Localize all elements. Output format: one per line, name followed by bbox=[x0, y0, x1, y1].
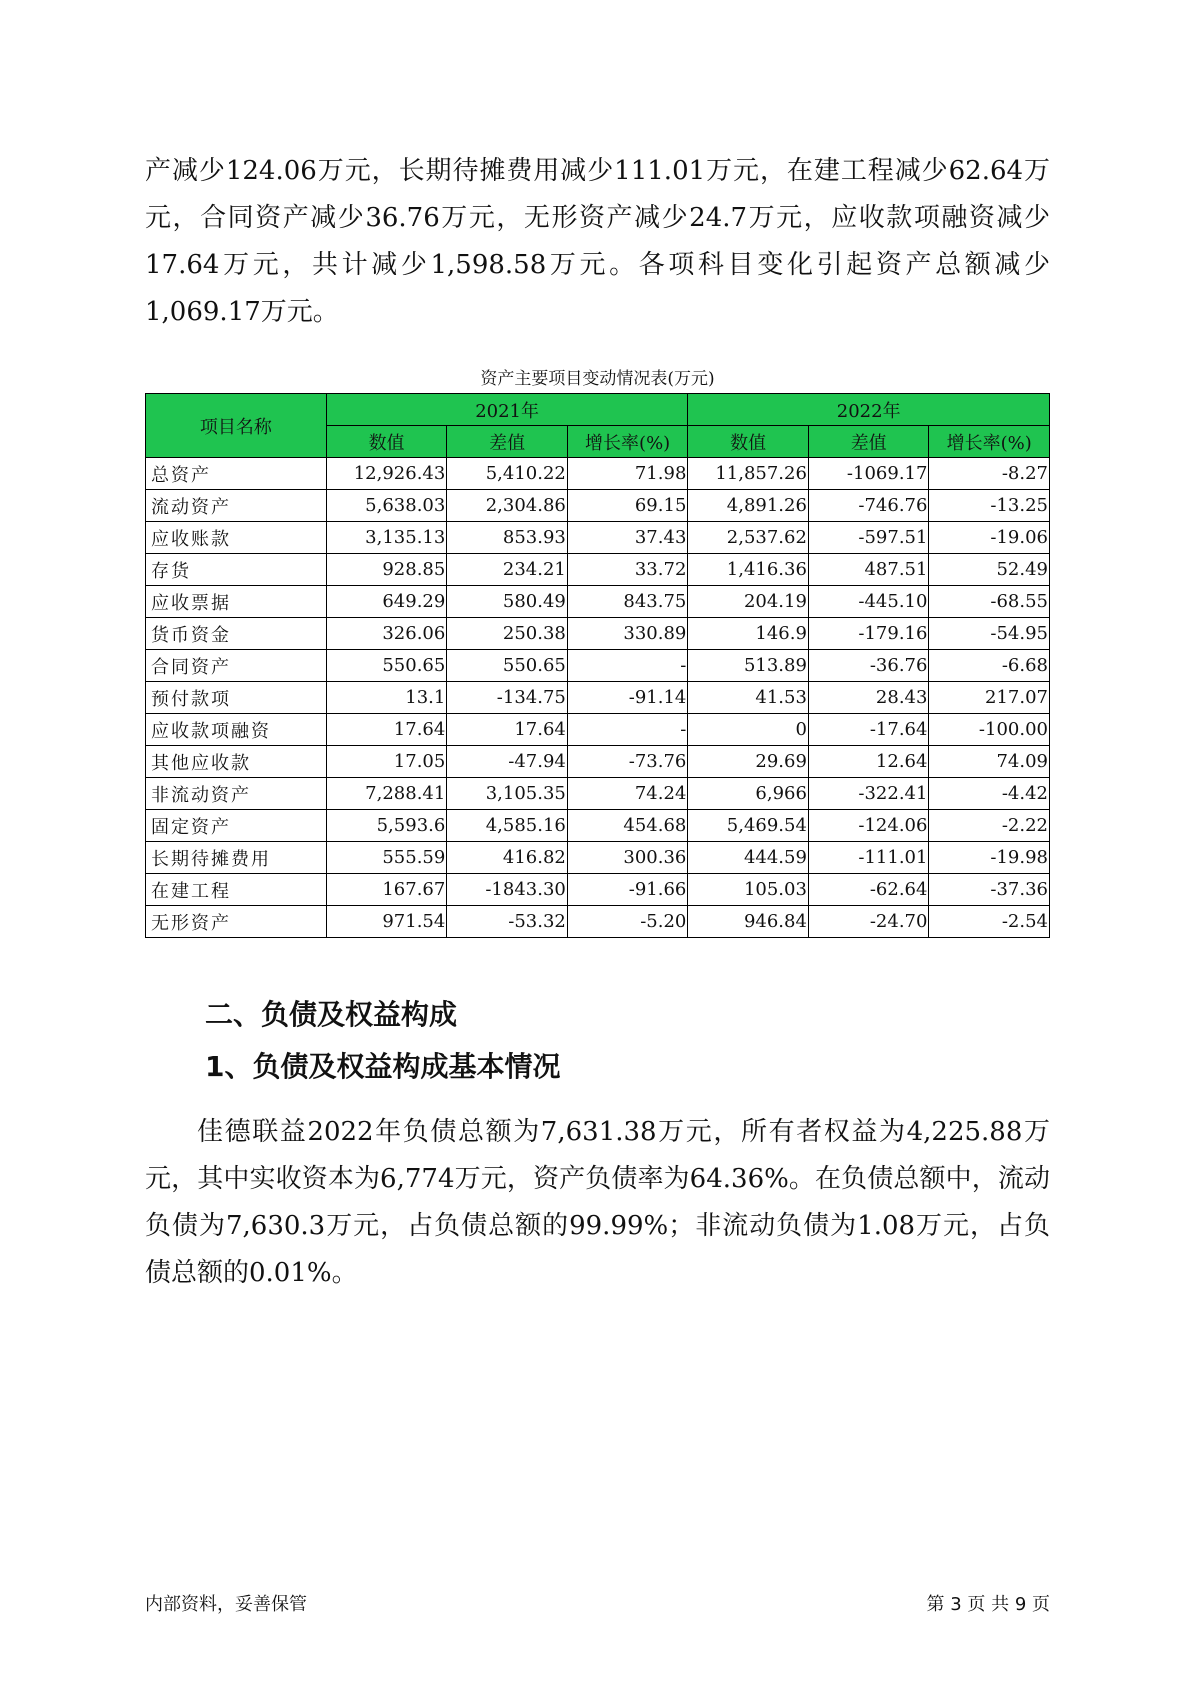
row-value-cell: -124.06 bbox=[808, 810, 929, 842]
row-value-cell: 513.89 bbox=[688, 650, 809, 682]
row-value-cell: -111.01 bbox=[808, 842, 929, 874]
footer-confidential-note: 内部资料，妥善保管 bbox=[145, 1594, 307, 1615]
row-value-cell: 146.9 bbox=[688, 618, 809, 650]
table-row bbox=[146, 842, 1050, 874]
row-value-cell: -1843.30 bbox=[447, 874, 568, 906]
row-value-cell: 300.36 bbox=[567, 842, 688, 874]
row-value-cell: 550.65 bbox=[447, 650, 568, 682]
row-value-cell: -2.22 bbox=[929, 810, 1050, 842]
row-value-cell: -36.76 bbox=[808, 650, 929, 682]
header-year-2022: 2022年 bbox=[688, 394, 1050, 426]
row-item-name: 预付款项 bbox=[146, 682, 327, 714]
row-value-cell: -1069.17 bbox=[808, 458, 929, 490]
row-value-cell: 5,469.54 bbox=[688, 810, 809, 842]
row-value-cell: -19.98 bbox=[929, 842, 1050, 874]
row-value-cell: 6,966 bbox=[688, 778, 809, 810]
row-value-cell: 946.84 bbox=[688, 906, 809, 938]
row-value-cell: -47.94 bbox=[447, 746, 568, 778]
footer-page-number: 第 3 页 共 9 页 bbox=[926, 1594, 1050, 1615]
row-value-cell: 167.67 bbox=[326, 874, 447, 906]
table-caption: 资产主要项目变动情况表(万元) bbox=[480, 369, 715, 389]
row-value-cell: 12,926.43 bbox=[326, 458, 447, 490]
row-value-cell: -17.64 bbox=[808, 714, 929, 746]
row-item-name: 应收票据 bbox=[146, 586, 327, 618]
table-row bbox=[146, 874, 1050, 906]
row-item-name: 存货 bbox=[146, 554, 327, 586]
row-item-name: 非流动资产 bbox=[146, 778, 327, 810]
row-value-cell: -5.20 bbox=[567, 906, 688, 938]
intro-paragraph: 产减少124.06万元，长期待摊费用减少111.01万元，在建工程减少62.64万元，合同资产减少36.76万元，无形资产减少24.7万元，应收款项融资减少17.64万元，共计减少1,598.58万元。各项科目变化引起资产总额减少1,069.17万元。 bbox=[145, 156, 1050, 327]
subheader-growth: 增长率(%) bbox=[929, 426, 1050, 458]
row-value-cell: 454.68 bbox=[567, 810, 688, 842]
row-value-cell: 41.53 bbox=[688, 682, 809, 714]
row-item-name: 固定资产 bbox=[146, 810, 327, 842]
row-value-cell: 853.93 bbox=[447, 522, 568, 554]
row-value-cell: 4,891.26 bbox=[688, 490, 809, 522]
row-value-cell: 487.51 bbox=[808, 554, 929, 586]
row-value-cell: 580.49 bbox=[447, 586, 568, 618]
row-value-cell: -322.41 bbox=[808, 778, 929, 810]
row-value-cell: 555.59 bbox=[326, 842, 447, 874]
row-item-name: 长期待摊费用 bbox=[146, 842, 327, 874]
row-value-cell: 2,537.62 bbox=[688, 522, 809, 554]
row-value-cell: -54.95 bbox=[929, 618, 1050, 650]
row-item-name: 在建工程 bbox=[146, 874, 327, 906]
row-value-cell: -62.64 bbox=[808, 874, 929, 906]
row-value-cell: -100.00 bbox=[929, 714, 1050, 746]
row-value-cell: -53.32 bbox=[447, 906, 568, 938]
row-value-cell: 74.24 bbox=[567, 778, 688, 810]
row-item-name: 应收账款 bbox=[146, 522, 327, 554]
row-value-cell: -179.16 bbox=[808, 618, 929, 650]
row-value-cell: 5,593.6 bbox=[326, 810, 447, 842]
row-value-cell: 74.09 bbox=[929, 746, 1050, 778]
row-value-cell: 37.43 bbox=[567, 522, 688, 554]
row-value-cell: 217.07 bbox=[929, 682, 1050, 714]
row-value-cell: -91.14 bbox=[567, 682, 688, 714]
row-item-name: 无形资产 bbox=[146, 906, 327, 938]
row-value-cell: -597.51 bbox=[808, 522, 929, 554]
row-value-cell: 13.1 bbox=[326, 682, 447, 714]
row-value-cell: 444.59 bbox=[688, 842, 809, 874]
row-item-name: 流动资产 bbox=[146, 490, 327, 522]
table-row bbox=[146, 746, 1050, 778]
table-row bbox=[146, 714, 1050, 746]
table-row bbox=[146, 810, 1050, 842]
row-value-cell: 71.98 bbox=[567, 458, 688, 490]
table-row bbox=[146, 522, 1050, 554]
header-item-name: 项目名称 bbox=[146, 394, 327, 458]
asset-change-table bbox=[145, 393, 1050, 938]
row-value-cell: 3,135.13 bbox=[326, 522, 447, 554]
row-item-name: 合同资产 bbox=[146, 650, 327, 682]
row-value-cell: 29.69 bbox=[688, 746, 809, 778]
row-item-name: 应收款项融资 bbox=[146, 714, 327, 746]
row-value-cell: 0 bbox=[688, 714, 809, 746]
row-value-cell: -134.75 bbox=[447, 682, 568, 714]
row-value-cell: 28.43 bbox=[808, 682, 929, 714]
table-row bbox=[146, 458, 1050, 490]
table-row bbox=[146, 650, 1050, 682]
row-value-cell: 17.64 bbox=[447, 714, 568, 746]
row-value-cell: 52.49 bbox=[929, 554, 1050, 586]
row-value-cell: 326.06 bbox=[326, 618, 447, 650]
row-value-cell: -37.36 bbox=[929, 874, 1050, 906]
row-value-cell: 234.21 bbox=[447, 554, 568, 586]
row-value-cell: 33.72 bbox=[567, 554, 688, 586]
section-heading: 二、负债及权益构成 bbox=[205, 998, 458, 1031]
row-value-cell: -68.55 bbox=[929, 586, 1050, 618]
row-value-cell: - bbox=[567, 650, 688, 682]
row-value-cell: 69.15 bbox=[567, 490, 688, 522]
table-row bbox=[146, 490, 1050, 522]
subheader-diff: 差值 bbox=[447, 426, 568, 458]
row-value-cell: -2.54 bbox=[929, 906, 1050, 938]
row-value-cell: -8.27 bbox=[929, 458, 1050, 490]
table-row bbox=[146, 554, 1050, 586]
table-row bbox=[146, 682, 1050, 714]
row-value-cell: -746.76 bbox=[808, 490, 929, 522]
row-value-cell: 5,410.22 bbox=[447, 458, 568, 490]
row-value-cell: -13.25 bbox=[929, 490, 1050, 522]
row-value-cell: -91.66 bbox=[567, 874, 688, 906]
subheader-diff: 差值 bbox=[808, 426, 929, 458]
row-value-cell: 105.03 bbox=[688, 874, 809, 906]
row-item-name: 其他应收款 bbox=[146, 746, 327, 778]
header-year-2021: 2021年 bbox=[326, 394, 688, 426]
row-item-name: 货币资金 bbox=[146, 618, 327, 650]
table-row bbox=[146, 906, 1050, 938]
row-value-cell: - bbox=[567, 714, 688, 746]
row-value-cell: 204.19 bbox=[688, 586, 809, 618]
row-value-cell: 843.75 bbox=[567, 586, 688, 618]
table-row bbox=[146, 618, 1050, 650]
row-value-cell: 649.29 bbox=[326, 586, 447, 618]
row-value-cell: 250.38 bbox=[447, 618, 568, 650]
row-value-cell: 17.64 bbox=[326, 714, 447, 746]
row-value-cell: 17.05 bbox=[326, 746, 447, 778]
subheader-value: 数值 bbox=[688, 426, 809, 458]
row-value-cell: 550.65 bbox=[326, 650, 447, 682]
row-value-cell: -4.42 bbox=[929, 778, 1050, 810]
row-value-cell: 1,416.36 bbox=[688, 554, 809, 586]
row-value-cell: 11,857.26 bbox=[688, 458, 809, 490]
row-value-cell: 7,288.41 bbox=[326, 778, 447, 810]
row-value-cell: 330.89 bbox=[567, 618, 688, 650]
row-value-cell: 12.64 bbox=[808, 746, 929, 778]
table-row bbox=[146, 586, 1050, 618]
row-value-cell: 5,638.03 bbox=[326, 490, 447, 522]
row-value-cell: 416.82 bbox=[447, 842, 568, 874]
table-row bbox=[146, 778, 1050, 810]
body-paragraph: 佳德联益2022年负债总额为7,631.38万元，所有者权益为4,225.88万元，其中实收资本为6,774万元，资产负债率为64.36%。在负债总额中，流动负债为7,630.3万元，占负债总额的99.99%；非流动负债为1.08万元，占负债总额的0.01%。 bbox=[145, 1117, 1050, 1288]
row-item-name: 总资产 bbox=[146, 458, 327, 490]
subsection-heading: 1、负债及权益构成基本情况 bbox=[205, 1050, 561, 1083]
row-value-cell: 971.54 bbox=[326, 906, 447, 938]
row-value-cell: -6.68 bbox=[929, 650, 1050, 682]
row-value-cell: 2,304.86 bbox=[447, 490, 568, 522]
row-value-cell: 3,105.35 bbox=[447, 778, 568, 810]
table-body bbox=[146, 458, 1050, 938]
row-value-cell: -19.06 bbox=[929, 522, 1050, 554]
row-value-cell: -24.70 bbox=[808, 906, 929, 938]
row-value-cell: 928.85 bbox=[326, 554, 447, 586]
subheader-value: 数值 bbox=[326, 426, 447, 458]
row-value-cell: -73.76 bbox=[567, 746, 688, 778]
row-value-cell: 4,585.16 bbox=[447, 810, 568, 842]
row-value-cell: -445.10 bbox=[808, 586, 929, 618]
subheader-growth: 增长率(%) bbox=[567, 426, 688, 458]
